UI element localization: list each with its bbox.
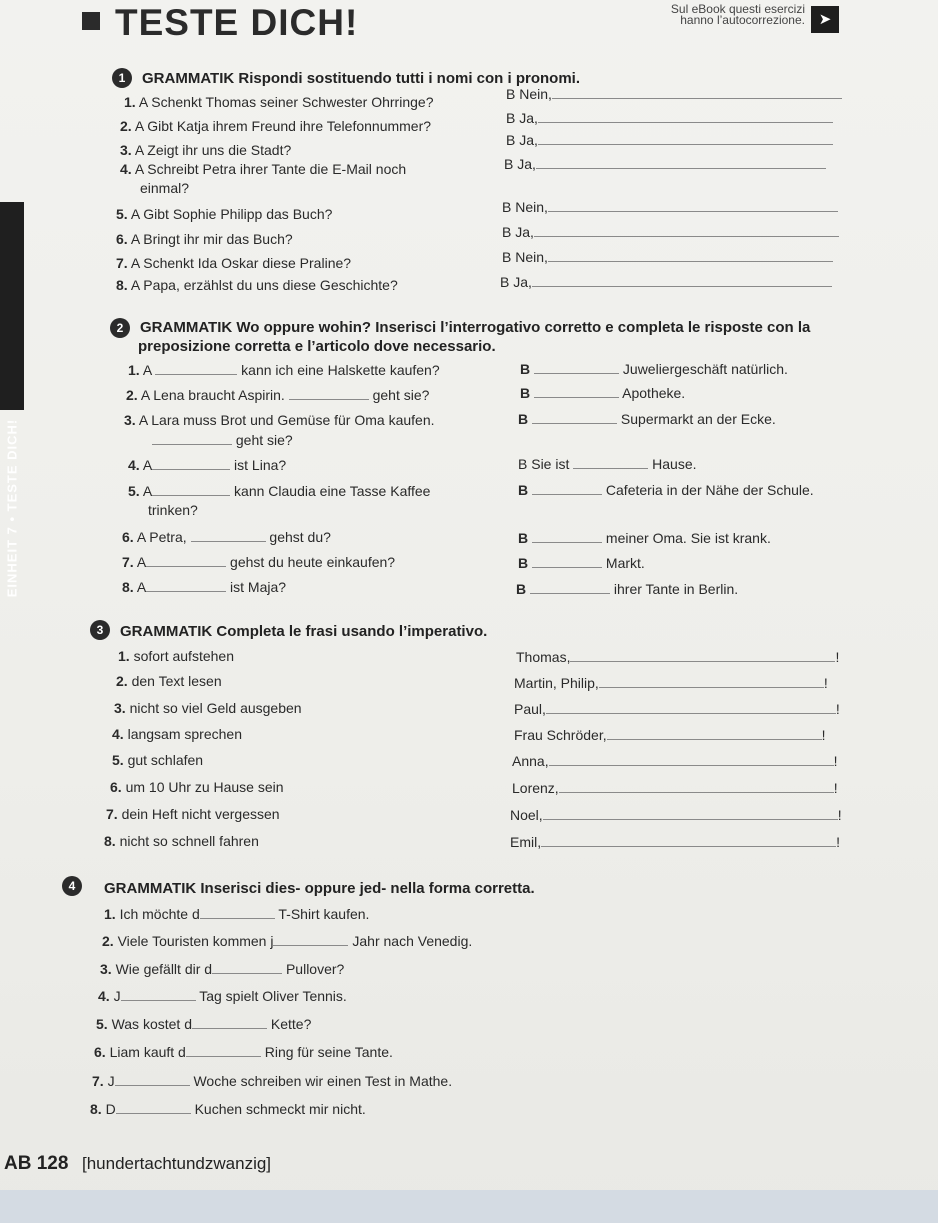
ex3-item-1: 1. sofort aufstehen bbox=[118, 648, 234, 664]
ex2-item-7[interactable]: 7. A gehst du heute einkaufen? bbox=[122, 554, 396, 570]
ex1-item-2: 2. A Gibt Katja ihrem Freund ihre Telefonnummer? bbox=[120, 118, 432, 134]
exercise-number-badge: 1 bbox=[112, 68, 132, 88]
ex3-answer-7[interactable]: Noel, ! bbox=[510, 807, 842, 823]
ex3-answer-3[interactable]: Paul, ! bbox=[514, 701, 840, 717]
ex2-item-5-cont: trinken? bbox=[148, 502, 198, 518]
ex3-answer-8[interactable]: Emil, ! bbox=[510, 834, 841, 850]
ex1-answer-4[interactable]: B Ja, bbox=[504, 156, 826, 172]
ex4-item-4[interactable]: 4. J Tag spielt Oliver Tennis. bbox=[98, 988, 347, 1004]
ex4-item-6[interactable]: 6. Liam kauft d Ring für seine Tante. bbox=[94, 1044, 393, 1060]
ex1-answer-7[interactable]: B Nein, bbox=[502, 249, 833, 265]
ex1-answer-6[interactable]: B Ja, bbox=[502, 224, 839, 240]
ex4-item-5[interactable]: 5. Was kostet d Kette? bbox=[96, 1016, 312, 1032]
title-bullet bbox=[82, 12, 100, 30]
ex4-item-3[interactable]: 3. Wie gefällt dir d Pullover? bbox=[100, 961, 345, 977]
ebook-hint-line: hanno l’autocorrezione. bbox=[680, 13, 805, 27]
ex1-answer-3[interactable]: B Ja, bbox=[506, 132, 833, 148]
ex2-item-2[interactable]: 2. A Lena braucht Aspirin. geht sie? bbox=[126, 387, 430, 403]
ex3-answer-2[interactable]: Martin, Philip, ! bbox=[514, 675, 828, 691]
side-tab-label: EINHEIT 7 • TESTE DICH! bbox=[4, 418, 20, 598]
ex2-answer-8[interactable]: B ihrer Tante in Berlin. bbox=[516, 581, 739, 597]
ex3-item-2: 2. den Text lesen bbox=[116, 673, 222, 689]
ex2-item-5[interactable]: 5. A kann Claudia eine Tasse Kaffee bbox=[128, 483, 431, 499]
ex1-item-3: 3. A Zeigt ihr uns die Stadt? bbox=[120, 142, 292, 158]
ex2-answer-5[interactable]: B Cafeteria in der Nähe der Schule. bbox=[518, 482, 814, 498]
ex2-answer-3[interactable]: B Supermarkt an der Ecke. bbox=[518, 411, 776, 427]
ex3-item-7: 7. dein Heft nicht vergessen bbox=[106, 806, 280, 822]
ex4-item-2[interactable]: 2. Viele Touristen kommen j Jahr nach Venedig. bbox=[102, 933, 473, 949]
ex2-item-1[interactable]: 1. A kann ich eine Halskette kaufen? bbox=[128, 362, 440, 378]
ex4-item-1[interactable]: 1. Ich möchte d T-Shirt kaufen. bbox=[104, 906, 370, 922]
exercise-3-title: GRAMMATIK Completa le frasi usando l’imperativo. bbox=[120, 623, 488, 640]
exercise-2-title: GRAMMATIK Wo oppure wohin? Inserisci l’interrogativo corretto e completa le risposte con la bbox=[140, 319, 811, 336]
ex1-answer-2[interactable]: B Ja, bbox=[506, 110, 833, 126]
ex3-item-4: 4. langsam sprechen bbox=[112, 726, 242, 742]
ex3-item-5: 5. gut schlafen bbox=[112, 752, 204, 768]
exercise-1-title: GRAMMATIK Rispondi sostituendo tutti i nomi con i pronomi. bbox=[142, 70, 581, 87]
ex2-item-4[interactable]: 4. A ist Lina? bbox=[128, 457, 287, 473]
ex2-answer-4[interactable]: B Sie ist Hause. bbox=[518, 456, 697, 472]
ex2-item-3: 3. A Lara muss Brot und Gemüse für Oma kaufen. bbox=[124, 412, 435, 428]
ex3-answer-5[interactable]: Anna, ! bbox=[512, 753, 838, 769]
footer-page-code: AB 128 bbox=[4, 1153, 69, 1174]
ex2-item-3-cont[interactable]: geht sie? bbox=[152, 432, 293, 448]
ebook-hint-line: Sul eBook questi esercizi bbox=[670, 2, 805, 16]
ex4-item-8[interactable]: 8. D Kuchen schmeckt mir nicht. bbox=[90, 1101, 366, 1117]
ex3-item-6: 6. um 10 Uhr zu Hause sein bbox=[110, 779, 284, 795]
ex4-item-7[interactable]: 7. J Woche schreiben wir einen Test in Mathe. bbox=[92, 1073, 453, 1089]
exercise-number-badge: 3 bbox=[90, 620, 110, 640]
ex1-answer-5[interactable]: B Nein, bbox=[502, 199, 838, 215]
ex1-item-5: 5. A Gibt Sophie Philipp das Buch? bbox=[116, 206, 333, 222]
exercise-number-badge: 4 bbox=[62, 876, 82, 896]
bottom-strip bbox=[0, 1190, 938, 1223]
ex1-item-1: 1. A Schenkt Thomas seiner Schwester Ohrringe? bbox=[124, 94, 434, 110]
footer-page-word: [hundertachtundzwanzig] bbox=[82, 1154, 272, 1173]
ex1-item-8: 8. A Papa, erzählst du uns diese Geschichte? bbox=[116, 277, 398, 293]
ex3-answer-6[interactable]: Lorenz, ! bbox=[512, 780, 838, 796]
exercise-number-badge: 2 bbox=[110, 318, 130, 338]
ex1-item-4-cont: einmal? bbox=[140, 180, 190, 196]
ex2-answer-2[interactable]: B Apotheke. bbox=[520, 385, 686, 401]
ex2-answer-6[interactable]: B meiner Oma. Sie ist krank. bbox=[518, 530, 771, 546]
side-tab bbox=[0, 202, 24, 598]
ex3-item-8: 8. nicht so schnell fahren bbox=[104, 833, 259, 849]
ex3-answer-1[interactable]: Thomas, ! bbox=[516, 649, 840, 665]
ex1-item-4: 4. A Schreibt Petra ihrer Tante die E-Mail noch bbox=[120, 161, 407, 177]
ex1-item-6: 6. A Bringt ihr mir das Buch? bbox=[116, 231, 293, 247]
ebook-hint bbox=[600, 4, 805, 26]
ex1-answer-8[interactable]: B Ja, bbox=[500, 274, 832, 290]
exercise-2-title-cont: preposizione corretta e l’articolo dove necessario. bbox=[138, 338, 496, 355]
ex2-item-6[interactable]: 6. A Petra, gehst du? bbox=[122, 529, 331, 545]
ex3-answer-4[interactable]: Frau Schröder, ! bbox=[514, 727, 826, 743]
page-title: TESTE DICH! bbox=[115, 2, 359, 43]
ex3-item-3: 3. nicht so viel Geld ausgeben bbox=[114, 700, 302, 716]
ex1-answer-1[interactable]: B Nein, bbox=[506, 86, 842, 102]
cursor-icon[interactable]: ➤ bbox=[811, 6, 839, 33]
ex2-item-8[interactable]: 8. A ist Maja? bbox=[122, 579, 287, 595]
ex2-answer-7[interactable]: B Markt. bbox=[518, 555, 645, 571]
ex2-answer-1[interactable]: B Juweliergeschäft natürlich. bbox=[520, 361, 788, 377]
exercise-4-title: GRAMMATIK Inserisci dies- oppure jed- nella forma corretta. bbox=[104, 880, 535, 897]
ex1-item-7: 7. A Schenkt Ida Oskar diese Praline? bbox=[116, 255, 352, 271]
